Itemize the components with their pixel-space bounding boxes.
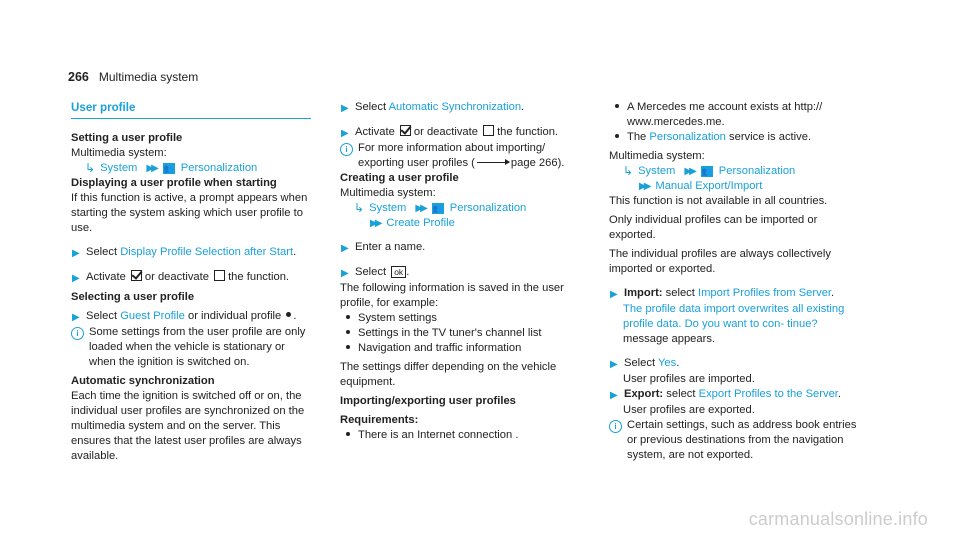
page-number: 266 (68, 70, 89, 84)
step-select-ok: ▶ Select ok . (341, 266, 410, 279)
double-chevron-icon: ▶▶ (415, 203, 425, 214)
section-title: User profile (71, 100, 311, 119)
list-item: Navigation and traffic information (346, 341, 580, 356)
step-arrow-icon: ▶ (610, 390, 618, 401)
note-text: Some settings from the user profile are only loaded when the vehicle is stationary or when the ignition is switched on. (89, 326, 306, 368)
imported-text: User profiles are imported. (623, 373, 755, 385)
step-text: the function. (497, 126, 559, 138)
step-activate (341, 125, 580, 141)
collectively-text: The individual profiles are always collectively imported or exported. (609, 248, 831, 275)
page-ref[interactable]: page 266). (510, 157, 565, 169)
personalization-icon: 👥 (163, 164, 174, 173)
nav-manual-link[interactable]: Manual Export/Import (655, 180, 763, 192)
auto-sync-link[interactable]: Automatic Synchronization (388, 101, 522, 113)
nav-path (340, 201, 580, 216)
page-title: Multimedia system (98, 70, 199, 84)
step-text: the function. (228, 271, 290, 283)
guest-profile-link[interactable]: Guest Profile (120, 310, 185, 322)
nav-system-link[interactable]: System (100, 162, 138, 174)
displaying-heading: Displaying a user profile when starting (71, 177, 277, 189)
step-arrow-icon: ▶ (610, 289, 618, 300)
nav-system-link[interactable]: System (638, 165, 676, 177)
export-profiles-link[interactable]: Export Profiles to the Server (698, 388, 838, 400)
note-certain (609, 418, 859, 463)
ms-label: Multimedia system: (340, 187, 436, 199)
double-chevron-icon: ▶▶ (370, 218, 380, 229)
nav-personalization-link[interactable]: Personalization (180, 162, 258, 174)
double-chevron-icon: ▶▶ (684, 166, 694, 177)
list-item: The Personalization service is active. (615, 130, 859, 145)
step-select-guest: ▶ Select Guest Profile or individual profile . (72, 310, 297, 323)
step-select-yes: ▶ Select Yes. (610, 357, 680, 370)
page-header (68, 70, 198, 85)
setting-heading: Setting a user profile (71, 132, 183, 144)
watermark: carmanualsonline.info (748, 509, 928, 529)
nav-create-profile-link[interactable]: Create Profile (386, 217, 455, 229)
step-text: Activate (86, 271, 126, 283)
list-item: A Mercedes me account exists at http:// www.mercedes.me. (615, 100, 859, 130)
requirements-label: Requirements: (340, 414, 419, 426)
turn-arrow-icon: ↳ (623, 164, 634, 178)
auto-sync-text: Each time the ignition is switched off or on, the individual user profiles are synchronized on the multimedia system and on the server. This ensures that the latest user profiles are always available. (71, 390, 305, 462)
step-arrow-icon: ▶ (72, 248, 80, 259)
step-select-auto-sync: ▶ Select Automatic Synchronization. (341, 101, 525, 114)
page-ref-arrow-icon (477, 162, 509, 163)
step-text: or deactivate (144, 271, 209, 283)
selecting-heading: Selecting a user profile (71, 291, 195, 303)
step-arrow-icon: ▶ (341, 268, 349, 279)
step-text: Select (355, 101, 387, 113)
turn-arrow-icon: ↳ (85, 161, 96, 175)
list-item: Settings in the TV tuner's channel list (346, 326, 580, 341)
step-arrow-icon: ▶ (610, 359, 618, 370)
note-text: Certain settings, such as address book entries or previous destinations from the navigation system, are not exported. (627, 419, 857, 461)
column-2 (340, 100, 580, 443)
ok-key[interactable]: ok (391, 266, 406, 278)
step-arrow-icon: ▶ (72, 312, 80, 323)
import-profiles-link[interactable]: Import Profiles from Server (697, 287, 832, 299)
profile-dot-icon (286, 312, 291, 317)
displaying-text: If this function is active, a prompt appears when starting the system asking which user profile to use. (71, 192, 308, 234)
note-more-info (340, 141, 580, 171)
info-icon: i (71, 325, 89, 339)
double-chevron-icon: ▶▶ (639, 181, 649, 192)
saved-text: The following information is saved in the user profile, for example: (340, 282, 564, 309)
note-text: For more information about importing/ exporting user profiles ( (358, 142, 546, 169)
settings-differ-text: The settings differ depending on the vehicle equipment. (340, 361, 557, 388)
checkbox-empty-icon (483, 125, 494, 136)
nav-path (609, 164, 859, 179)
step-text: Select (86, 310, 118, 322)
column-3 (609, 100, 859, 463)
step-arrow-icon: ▶ (341, 103, 349, 114)
ms-label: Multimedia system: (71, 147, 167, 159)
list-item: There is an Internet connection . (346, 428, 580, 443)
personalization-icon: 👥 (701, 167, 712, 176)
import-export-heading: Importing/exporting user profiles (340, 395, 516, 407)
step-arrow-icon: ▶ (72, 273, 80, 284)
column-1 (71, 100, 311, 464)
not-available-text: This function is not available in all countries. (609, 195, 828, 207)
step-arrow-icon: ▶ (341, 128, 349, 139)
only-individual-text: Only individual profiles can be imported or exported. (609, 214, 818, 241)
double-chevron-icon: ▶▶ (146, 163, 156, 174)
ms-label: Multimedia system: (609, 150, 705, 162)
turn-arrow-icon: ↳ (354, 201, 365, 215)
personalization-service-link[interactable]: Personalization (649, 131, 726, 143)
list-item: System settings (346, 311, 580, 326)
note-1 (71, 325, 311, 370)
yes-link[interactable]: Yes (658, 357, 677, 369)
step-text: or individual profile (187, 310, 282, 322)
step-text: Select (355, 266, 387, 278)
exported-text: User profiles are exported. (623, 404, 755, 416)
info-icon: i (340, 141, 358, 155)
step-activate (72, 270, 311, 286)
nav-path-cont (340, 216, 580, 231)
step-enter-name (341, 240, 580, 256)
personalization-icon: 👥 (432, 204, 443, 213)
nav-personalization-link[interactable]: Personalization (449, 202, 527, 214)
checkbox-checked-icon (131, 270, 142, 281)
nav-path (71, 161, 311, 176)
nav-system-link[interactable]: System (369, 202, 407, 214)
overwrite-message: The profile data import overwrites all existing profile data. Do you want to con‐ tinue? (623, 303, 845, 330)
import-message: The profile data import overwrites all existing profile data. Do you want to con‐ tinue? message appears. (623, 303, 845, 345)
checkbox-checked-icon (400, 125, 411, 136)
checkbox-empty-icon (214, 270, 225, 281)
nav-path-cont (609, 179, 859, 194)
step-import: ▶ Import: select Import Profiles from Server. (610, 287, 835, 300)
creating-heading: Creating a user profile (340, 172, 459, 184)
info-icon: i (609, 418, 627, 432)
display-profile-link[interactable]: Display Profile Selection after Start (120, 246, 294, 258)
step-arrow-icon: ▶ (341, 243, 349, 254)
step-text: or deactivate (413, 126, 478, 138)
step-text: Enter a name. (355, 241, 426, 253)
step-select-display: ▶ Select Display Profile Selection after Start. (72, 246, 297, 259)
step-text: Activate (355, 126, 395, 138)
auto-sync-heading: Automatic synchronization (71, 375, 215, 387)
step-text: Select (86, 246, 118, 258)
nav-personalization-link[interactable]: Personalization (718, 165, 796, 177)
step-export: ▶ Export: select Export Profiles to the Server. (610, 388, 842, 401)
